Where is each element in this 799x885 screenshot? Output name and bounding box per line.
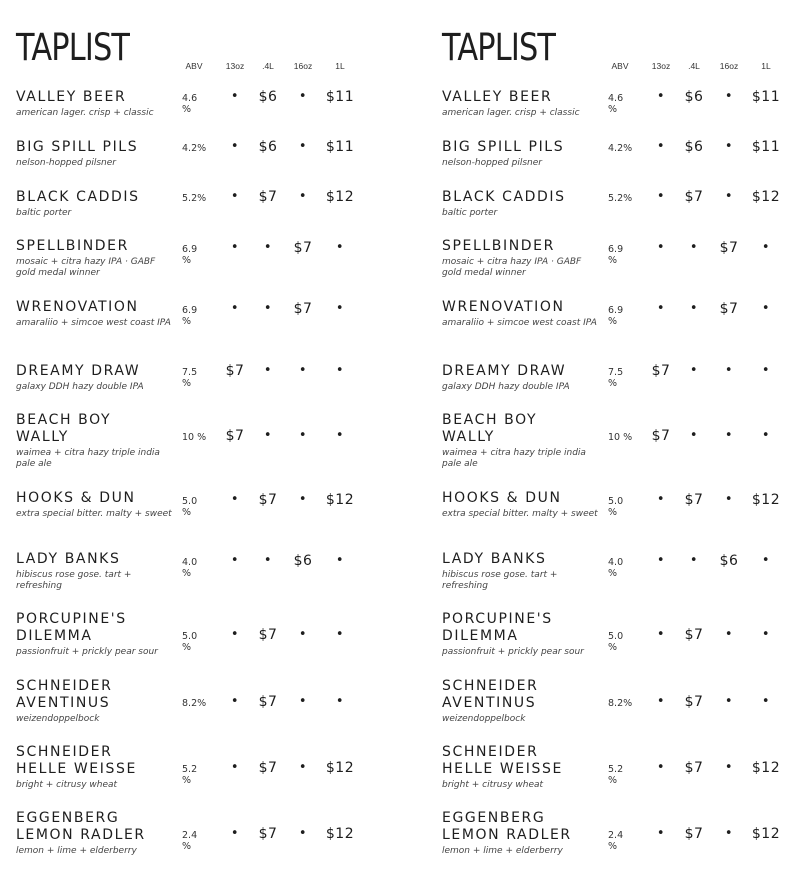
beer-description: bright + citrusy wheat (16, 780, 118, 790)
unavailable-marker: • (656, 492, 666, 507)
beer-abv: 4.0 % (608, 557, 624, 579)
unavailable-marker: • (689, 240, 699, 255)
price-cell: $6 (684, 89, 704, 105)
unavailable-marker: • (656, 694, 666, 709)
beer-abv: 7.5 % (182, 367, 198, 389)
unavailable-marker: • (689, 301, 699, 316)
unavailable-marker: • (335, 694, 345, 709)
unavailable-marker: • (656, 89, 666, 104)
price-cell: $6 (684, 139, 704, 155)
beer-description: amaraliio + simcoe west coast IPA (442, 318, 597, 328)
unavailable-marker: • (761, 694, 771, 709)
unavailable-marker: • (724, 89, 734, 104)
unavailable-marker: • (230, 760, 240, 775)
beer-abv: 6.9 % (182, 244, 198, 266)
beer-description: mosaic + citra hazy IPA · GABF gold medal winner (442, 257, 582, 278)
unavailable-marker: • (335, 553, 345, 568)
unavailable-marker: • (298, 492, 308, 507)
column-header-13oz: 13oz (225, 61, 245, 71)
beer-abv: 10 % (608, 432, 633, 443)
unavailable-marker: • (724, 694, 734, 709)
unavailable-marker: • (761, 627, 771, 642)
price-cell: $11 (325, 139, 355, 155)
unavailable-marker: • (724, 627, 734, 642)
price-cell: $7 (719, 240, 739, 256)
beer-description: passionfruit + prickly pear sour (16, 647, 158, 657)
unavailable-marker: • (230, 553, 240, 568)
price-cell: $12 (751, 760, 781, 776)
beer-abv: 4.2% (608, 143, 633, 154)
price-cell: $12 (325, 826, 355, 842)
unavailable-marker: • (656, 301, 666, 316)
beer-name: BLACK CADDIS (442, 189, 566, 205)
unavailable-marker: • (335, 240, 345, 255)
price-cell: $12 (751, 492, 781, 508)
unavailable-marker: • (656, 826, 666, 841)
unavailable-marker: • (656, 760, 666, 775)
unavailable-marker: • (230, 826, 240, 841)
unavailable-marker: • (724, 760, 734, 775)
price-cell: $7 (684, 189, 704, 205)
unavailable-marker: • (230, 492, 240, 507)
beer-name: SCHNEIDER AVENTINUS (16, 678, 113, 711)
price-cell: $7 (651, 428, 671, 444)
beer-description: extra special bitter. malty + sweet (442, 509, 598, 519)
unavailable-marker: • (298, 428, 308, 443)
unavailable-marker: • (298, 89, 308, 104)
column-header-abv: ABV (611, 61, 629, 71)
price-cell: $6 (293, 553, 313, 569)
beer-description: hibiscus rose gose. tart + refreshing (16, 570, 132, 591)
beer-name: BIG SPILL PILS (442, 139, 565, 155)
taplist-panel-right (442, 0, 799, 885)
beer-description: galaxy DDH hazy double IPA (442, 382, 570, 392)
beer-name: SCHNEIDER HELLE WEISSE (16, 744, 137, 777)
price-cell: $7 (225, 363, 245, 379)
beer-abv: 5.0 % (608, 496, 624, 518)
unavailable-marker: • (689, 363, 699, 378)
unavailable-marker: • (761, 428, 771, 443)
beer-description: galaxy DDH hazy double IPA (16, 382, 144, 392)
beer-name: VALLEY BEER (442, 89, 553, 105)
price-cell: $7 (684, 760, 704, 776)
beer-description: american lager. crisp + classic (442, 108, 580, 118)
beer-name: HOOKS & DUN (442, 490, 562, 506)
beer-abv: 5.2 % (608, 764, 624, 786)
unavailable-marker: • (263, 553, 273, 568)
price-cell: $7 (258, 694, 278, 710)
beer-abv: 10 % (182, 432, 207, 443)
column-header-1l: 1L (335, 61, 345, 71)
unavailable-marker: • (335, 363, 345, 378)
beer-description: waimea + citra hazy triple india pale ale (16, 448, 160, 469)
column-header-4l: .4L (688, 61, 700, 71)
unavailable-marker: • (230, 89, 240, 104)
beer-description: american lager. crisp + classic (16, 108, 154, 118)
beer-name: LADY BANKS (442, 551, 547, 567)
beer-name: BEACH BOY WALLY (16, 412, 112, 445)
column-header-16oz: 16oz (293, 61, 313, 71)
beer-abv: 5.2% (608, 193, 633, 204)
price-cell: $7 (684, 694, 704, 710)
unavailable-marker: • (656, 553, 666, 568)
beer-name: DREAMY DRAW (442, 363, 567, 379)
unavailable-marker: • (656, 627, 666, 642)
beer-description: baltic porter (442, 208, 498, 218)
price-cell: $7 (258, 492, 278, 508)
beer-name: SPELLBINDER (442, 238, 555, 254)
beer-description: hibiscus rose gose. tart + refreshing (442, 570, 558, 591)
price-cell: $6 (719, 553, 739, 569)
unavailable-marker: • (335, 428, 345, 443)
beer-abv: 5.0 % (182, 496, 198, 518)
price-cell: $7 (258, 760, 278, 776)
unavailable-marker: • (724, 139, 734, 154)
price-cell: $12 (751, 826, 781, 842)
unavailable-marker: • (724, 826, 734, 841)
price-cell: $12 (751, 189, 781, 205)
beer-name: VALLEY BEER (16, 89, 127, 105)
price-cell: $7 (651, 363, 671, 379)
unavailable-marker: • (724, 428, 734, 443)
beer-name: WRENOVATION (442, 299, 565, 315)
unavailable-marker: • (298, 760, 308, 775)
beer-description: passionfruit + prickly pear sour (442, 647, 584, 657)
beer-abv: 7.5 % (608, 367, 624, 389)
unavailable-marker: • (230, 301, 240, 316)
beer-abv: 8.2% (182, 698, 207, 709)
beer-description: amaraliio + simcoe west coast IPA (16, 318, 171, 328)
price-cell: $7 (684, 826, 704, 842)
beer-name: PORCUPINE'S DILEMMA (16, 611, 127, 644)
beer-name: HOOKS & DUN (16, 490, 136, 506)
beer-description: extra special bitter. malty + sweet (16, 509, 172, 519)
beer-abv: 6.9 % (182, 305, 198, 327)
beer-abv: 4.6 % (608, 93, 624, 115)
price-cell: $11 (325, 89, 355, 105)
beer-name: PORCUPINE'S DILEMMA (442, 611, 553, 644)
beer-description: lemon + lime + elderberry (16, 846, 137, 856)
unavailable-marker: • (263, 301, 273, 316)
unavailable-marker: • (724, 189, 734, 204)
price-cell: $7 (258, 189, 278, 205)
beer-abv: 4.0 % (182, 557, 198, 579)
unavailable-marker: • (724, 492, 734, 507)
price-cell: $7 (719, 301, 739, 317)
price-cell: $7 (293, 301, 313, 317)
beer-description: lemon + lime + elderberry (442, 846, 563, 856)
column-header-16oz: 16oz (719, 61, 739, 71)
beer-description: baltic porter (16, 208, 72, 218)
beer-abv: 8.2% (608, 698, 633, 709)
unavailable-marker: • (335, 627, 345, 642)
unavailable-marker: • (263, 363, 273, 378)
unavailable-marker: • (761, 301, 771, 316)
beer-description: bright + citrusy wheat (442, 780, 544, 790)
beer-name: DREAMY DRAW (16, 363, 141, 379)
taplist-panel-left (16, 0, 406, 885)
beer-description: mosaic + citra hazy IPA · GABF gold medal winner (16, 257, 156, 278)
unavailable-marker: • (230, 240, 240, 255)
unavailable-marker: • (656, 240, 666, 255)
beer-abv: 6.9 % (608, 305, 624, 327)
price-cell: $6 (258, 139, 278, 155)
unavailable-marker: • (761, 363, 771, 378)
unavailable-marker: • (230, 189, 240, 204)
page-title: TAPLIST (442, 26, 556, 69)
unavailable-marker: • (298, 694, 308, 709)
unavailable-marker: • (689, 553, 699, 568)
price-cell: $7 (684, 627, 704, 643)
unavailable-marker: • (230, 139, 240, 154)
beer-name: BLACK CADDIS (16, 189, 140, 205)
beer-name: BIG SPILL PILS (16, 139, 139, 155)
unavailable-marker: • (724, 363, 734, 378)
beer-abv: 6.9 % (608, 244, 624, 266)
beer-abv: 5.0 % (182, 631, 198, 653)
unavailable-marker: • (656, 139, 666, 154)
unavailable-marker: • (298, 139, 308, 154)
unavailable-marker: • (263, 428, 273, 443)
unavailable-marker: • (689, 428, 699, 443)
column-header-13oz: 13oz (651, 61, 671, 71)
unavailable-marker: • (230, 627, 240, 642)
price-cell: $11 (751, 139, 781, 155)
price-cell: $11 (751, 89, 781, 105)
beer-name: LADY BANKS (16, 551, 121, 567)
price-cell: $12 (325, 189, 355, 205)
unavailable-marker: • (263, 240, 273, 255)
unavailable-marker: • (761, 553, 771, 568)
column-header-1l: 1L (761, 61, 771, 71)
price-cell: $7 (225, 428, 245, 444)
beer-name: WRENOVATION (16, 299, 139, 315)
unavailable-marker: • (298, 363, 308, 378)
unavailable-marker: • (656, 189, 666, 204)
beer-description: nelson-hopped pilsner (16, 158, 116, 168)
price-cell: $12 (325, 760, 355, 776)
beer-abv: 2.4 % (608, 830, 624, 852)
beer-abv: 5.2% (182, 193, 207, 204)
beer-abv: 4.6 % (182, 93, 198, 115)
unavailable-marker: • (298, 826, 308, 841)
beer-name: EGGENBERG LEMON RADLER (16, 810, 146, 843)
beer-abv: 2.4 % (182, 830, 198, 852)
unavailable-marker: • (230, 694, 240, 709)
unavailable-marker: • (298, 627, 308, 642)
price-cell: $7 (258, 627, 278, 643)
unavailable-marker: • (335, 301, 345, 316)
column-header-abv: ABV (185, 61, 203, 71)
price-cell: $12 (325, 492, 355, 508)
beer-name: BEACH BOY WALLY (442, 412, 538, 445)
unavailable-marker: • (761, 240, 771, 255)
beer-description: waimea + citra hazy triple india pale ale (442, 448, 586, 469)
beer-abv: 4.2% (182, 143, 207, 154)
beer-abv: 5.2 % (182, 764, 198, 786)
beer-name: SCHNEIDER AVENTINUS (442, 678, 539, 711)
price-cell: $7 (258, 826, 278, 842)
beer-name: SPELLBINDER (16, 238, 129, 254)
price-cell: $6 (258, 89, 278, 105)
price-cell: $7 (293, 240, 313, 256)
unavailable-marker: • (298, 189, 308, 204)
beer-name: SCHNEIDER HELLE WEISSE (442, 744, 563, 777)
beer-name: EGGENBERG LEMON RADLER (442, 810, 572, 843)
price-cell: $7 (684, 492, 704, 508)
column-header-4l: .4L (262, 61, 274, 71)
beer-description: weizendoppelbock (442, 714, 526, 724)
beer-description: weizendoppelbock (16, 714, 100, 724)
beer-description: nelson-hopped pilsner (442, 158, 542, 168)
page-title: TAPLIST (16, 26, 130, 69)
beer-abv: 5.0 % (608, 631, 624, 653)
